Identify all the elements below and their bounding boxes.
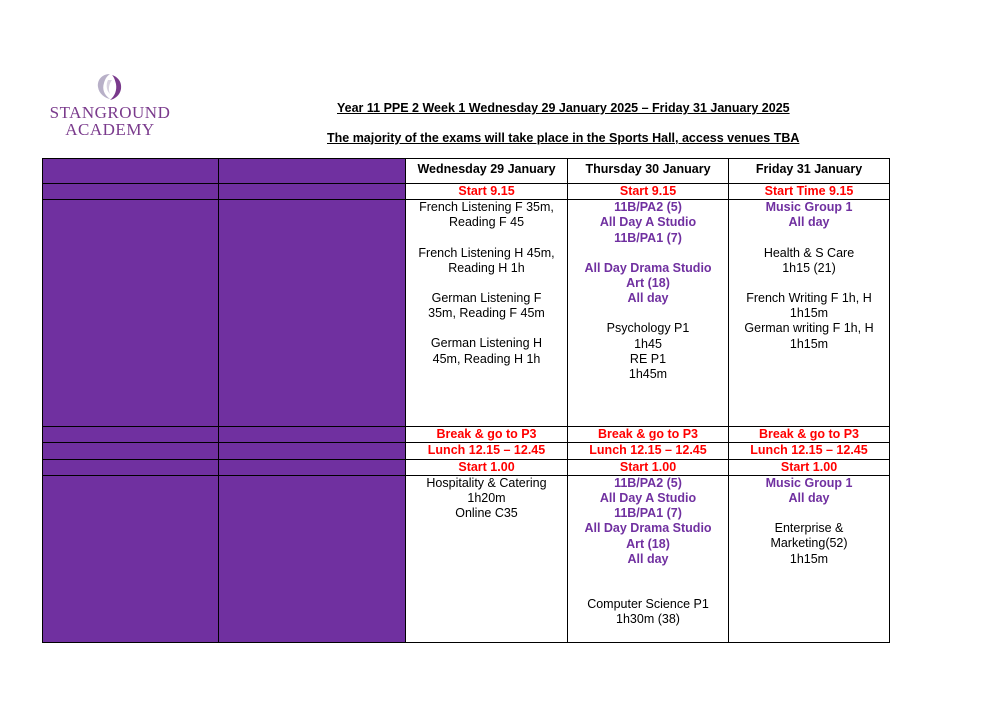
start2-wed: Start 1.00: [406, 459, 568, 475]
morning-fri: [729, 200, 890, 427]
exam-line: 45m, Reading H 1h: [432, 351, 541, 366]
exam-line: All Day Drama Studio: [584, 260, 712, 275]
exam-line: Psychology P1: [606, 321, 690, 336]
day-header-wed: Wednesday 29 January: [406, 159, 568, 184]
label-cell: [43, 200, 219, 427]
exam-line: All Day A Studio: [599, 215, 697, 230]
break-thu: Break & go to P3: [568, 427, 729, 443]
label-cell: [219, 184, 406, 200]
start-afternoon-row: [43, 459, 890, 475]
morning-thu: [568, 200, 729, 427]
exam-line: Reading F 45: [448, 215, 525, 230]
exam-line: Online C35: [455, 506, 518, 521]
exam-line: French Listening F 35m,: [419, 200, 554, 215]
exam-timetable: [42, 158, 890, 643]
logo-emblem-icon: [94, 72, 126, 102]
label-cell: [43, 427, 219, 443]
exam-line: Enterprise &: [774, 521, 844, 536]
start-time-thu: Start 9.15: [568, 184, 729, 200]
exam-line: German Listening H: [430, 336, 543, 351]
lunch-row: [43, 443, 890, 459]
break-row: [43, 427, 890, 443]
school-logo: [42, 72, 182, 142]
exam-line: All day: [627, 551, 669, 566]
afternoon-thu: [568, 475, 729, 642]
morning-wed: [406, 200, 568, 427]
label-cell: [219, 159, 406, 184]
label-cell: [219, 459, 406, 475]
exam-line: German writing F 1h, H: [744, 321, 874, 336]
exam-line: 1h45m: [628, 367, 668, 382]
exam-line: Hospitality & Catering: [426, 475, 547, 490]
afternoon-fri: [729, 475, 890, 642]
exam-line: 11B/PA2 (5): [614, 200, 682, 215]
exam-line: Health & S Care: [763, 245, 855, 260]
label-cell: [219, 443, 406, 459]
label-cell: [219, 200, 406, 427]
exam-line: French Listening H 45m,: [418, 245, 555, 260]
start-time-wed: Start 9.15: [406, 184, 568, 200]
start-row: [43, 184, 890, 200]
exam-line: All day: [627, 291, 669, 306]
start2-fri: Start 1.00: [729, 459, 890, 475]
exam-line: 11B/PA1 (7): [614, 506, 682, 521]
lunch-thu: Lunch 12.15 – 12.45: [568, 443, 729, 459]
label-cell: [43, 459, 219, 475]
exam-line: Art (18): [626, 536, 670, 551]
day-header-thu: Thursday 30 January: [568, 159, 729, 184]
exam-line: All Day A Studio: [599, 491, 697, 506]
label-cell: [43, 443, 219, 459]
exam-line: Art (18): [626, 276, 670, 291]
exam-line: Marketing(52): [770, 536, 848, 551]
label-cell: [43, 184, 219, 200]
exam-line: 35m, Reading F 45m: [428, 306, 545, 321]
exam-line: Music Group 1: [765, 200, 853, 215]
exam-line: 1h20m: [467, 491, 506, 506]
lunch-wed: Lunch 12.15 – 12.45: [406, 443, 568, 459]
exam-line: 1h30m (38): [616, 612, 680, 627]
break-fri: Break & go to P3: [729, 427, 890, 443]
page-subtitle: The majority of the exams will take place in the Sports Hall, access venues TBA: [327, 131, 800, 145]
exam-line: French Writing F 1h, H: [746, 291, 872, 306]
exam-line: 1h15m: [789, 306, 829, 321]
logo-line-2: ACADEMY: [65, 120, 155, 139]
exam-line: 1h45: [634, 336, 662, 351]
start-time-fri: Start Time 9.15: [729, 184, 890, 200]
day-header-row: [43, 159, 890, 184]
morning-row: [43, 200, 890, 427]
label-cell: [219, 427, 406, 443]
exam-line: All Day Drama Studio: [584, 521, 712, 536]
exam-line: 1h15 (21): [782, 260, 836, 275]
exam-line: Music Group 1: [765, 475, 853, 490]
exam-line: All day: [788, 215, 830, 230]
break-wed: Break & go to P3: [406, 427, 568, 443]
logo-line-1: STANGROUND: [49, 103, 171, 122]
exam-line: 11B/PA1 (7): [614, 230, 682, 245]
start2-thu: Start 1.00: [568, 459, 729, 475]
exam-line: RE P1: [629, 351, 667, 366]
lunch-fri: Lunch 12.15 – 12.45: [729, 443, 890, 459]
page-title: Year 11 PPE 2 Week 1 Wednesday 29 January 2025 – Friday 31 January 2025: [337, 101, 790, 115]
exam-line: Computer Science P1: [587, 597, 709, 612]
afternoon-row: [43, 475, 890, 642]
exam-line: 11B/PA2 (5): [614, 475, 682, 490]
label-cell: [43, 159, 219, 184]
label-cell: [219, 475, 406, 642]
exam-line: All day: [788, 491, 830, 506]
label-cell: [43, 475, 219, 642]
exam-line: 1h15m: [789, 551, 829, 566]
exam-line: Reading H 1h: [448, 260, 525, 275]
exam-line: German Listening F: [431, 291, 542, 306]
day-header-fri: Friday 31 January: [729, 159, 890, 184]
exam-line: 1h15m: [789, 336, 829, 351]
afternoon-wed: [406, 475, 568, 642]
